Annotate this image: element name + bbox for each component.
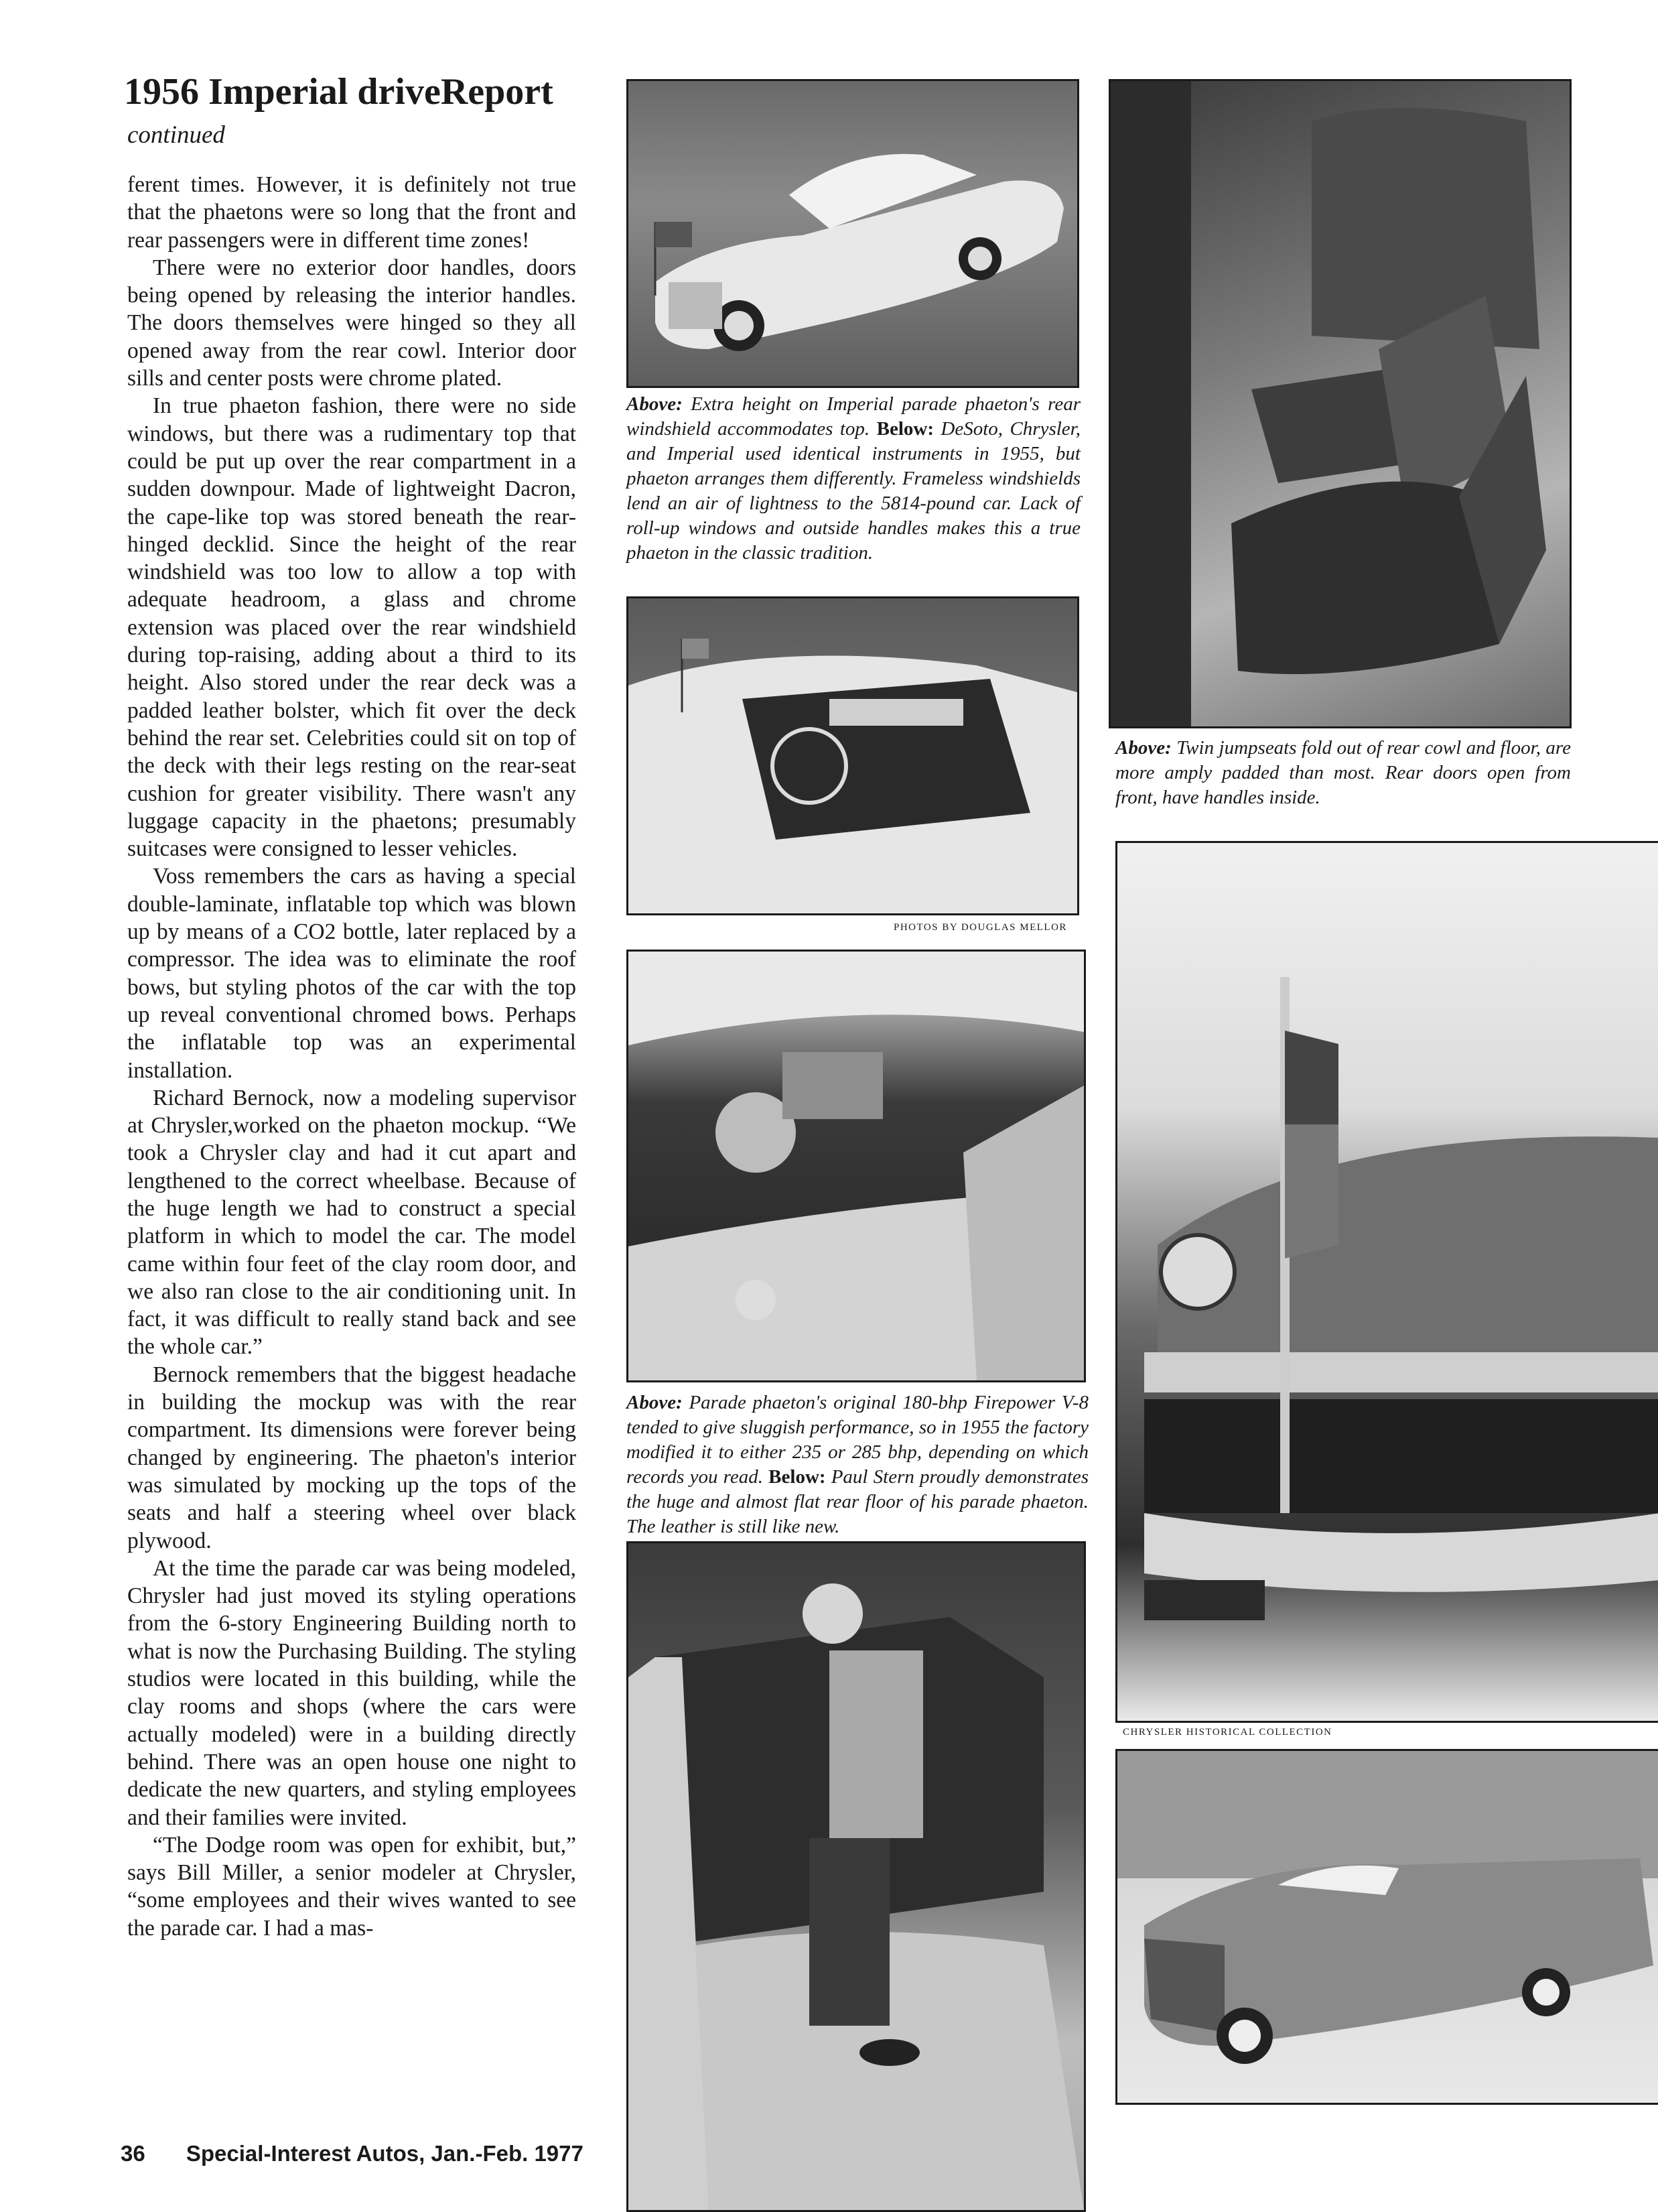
front-grille-flag-photo [1115, 841, 1658, 1723]
body-paragraph: At the time the parade car was being modeled, Chrysler had just moved its styling operations from the 6-story Engineering Building north to what is now the Purchasing Building. The styling studios were located in this building, while the clay rooms and shops (where the cars were actually modeled) were in a building directly behind. There was an open house one night to dedicate the new quarters, and styling employees and their families were invited. [127, 1555, 576, 1830]
body-paragraph: Voss remembers the cars as having a special double-laminate, inflatable top which was blown up by means of a CO2 bottle, later replaced by a compressor. The idea was to eliminate the roof bows, but styling photos of the car with the top up reveal conventional chromed bows. Perhaps the inflatable top was an experimental installation. [127, 864, 576, 1083]
engine-bay-photo [626, 950, 1086, 1382]
article-body [127, 171, 576, 1942]
body-paragraph: Bernock remembers that the biggest headache in building the mockup was with the rear compartment. Its dimensions were forever being changed by engineering. The phaeton's interior was simulated by mocking up the tops of the seats and half a steering wheel over black plywood. [127, 1362, 576, 1553]
page-footer [121, 2141, 583, 2166]
caption-engine-floor: Above: Parade phaeton's original 180-bhp Firepower V-8 tended to give sluggish performance, so in 1955 the factory modified it to either 235 or 285 bhp, depending on which records you read. Below: Paul Stern proudly demonstrates the huge and almost flat rear floor of his parade phaeton. The leather is still like new. [626, 1392, 1089, 1537]
caption-jumpseats: Above: Twin jumpseats fold out of rear cowl and floor, are more amply padded than most. Rear doors open from front, have handles inside. [1115, 737, 1571, 808]
page-title: 1956 Imperial driveReport [124, 71, 553, 113]
caption-exterior-dashboard: Above: Extra height on Imperial parade phaeton's rear windshield accommodates top. Below: DeSoto, Chrysler, and Imperial used identical instruments in 1955, but phaeton arranges them differently. Frameless windshields lend an air of lightness to the 5814-pound car. Lack of roll-up windows and outside handles makes this a true phaeton in the classic tradition. [626, 393, 1081, 564]
page-number: 36 [121, 2141, 145, 2166]
body-paragraph: Richard Bernock, now a modeling supervisor at Chrysler,worked on the phaeton mockup. “We took a Chrysler clay and had it cut apart and lengthened to the correct wheelbase. Because of the huge length we had to construct a special platform in which to model the car. The model came within four feet of the clay room door, and we also ran close to the air conditioning unit. In fact, it was difficult to really stand back and see the whole car.” [127, 1085, 576, 1360]
studio-phaeton-photo [1115, 1749, 1658, 2105]
body-paragraph: “The Dodge room was open for exhibit, but,” says Bill Miller, a senior modeler at Chrysler, “some employees and their wives wanted to see the parade car. I had a mas- [127, 1832, 576, 1941]
body-paragraph: There were no exterior door handles, doors being opened by releasing the interior handles. The doors themselves were hinged so they all opened away from the rear cowl. Interior door sills and center posts were chrome plated. [127, 255, 576, 391]
body-paragraph: ferent times. However, it is definitely not true that the phaetons were so long that the front and rear passengers were in different time zones! [127, 172, 576, 253]
photo-credit: PHOTOS BY DOUGLAS MELLOR [894, 922, 1067, 933]
magazine-name: Special-Interest Autos, Jan.-Feb. 1977 [186, 2141, 583, 2166]
rear-jumpseats-photo [1109, 79, 1572, 728]
paul-stern-rear-seat-photo [626, 1541, 1086, 2212]
historical-credit: CHRYSLER HISTORICAL COLLECTION [1123, 1727, 1332, 1738]
parade-phaeton-exterior-photo [626, 79, 1079, 388]
dashboard-interior-photo [626, 596, 1079, 915]
body-paragraph: In true phaeton fashion, there were no side windows, but there was a rudimentary top that could be put up over the rear compartment in a sudden downpour. Made of lightweight Dacron, the cape-like top was stored beneath the rear-hinged decklid. Since the height of the rear windshield was too low to allow a top with adequate headroom, a glass and chrome extension was placed over the rear windshield during top-raising, adding about a third to its height. Also stored under the rear deck was a padded leather bolster, which fit over the deck behind the rear set. Celebrities could sit on top of the deck with their legs resting on the rear-seat cushion for greater visibility. There wasn't any luggage capacity in the phaetons; presumably suitcases were consigned to lesser vehicles. [127, 393, 576, 862]
page-subtitle: continued [127, 121, 225, 149]
